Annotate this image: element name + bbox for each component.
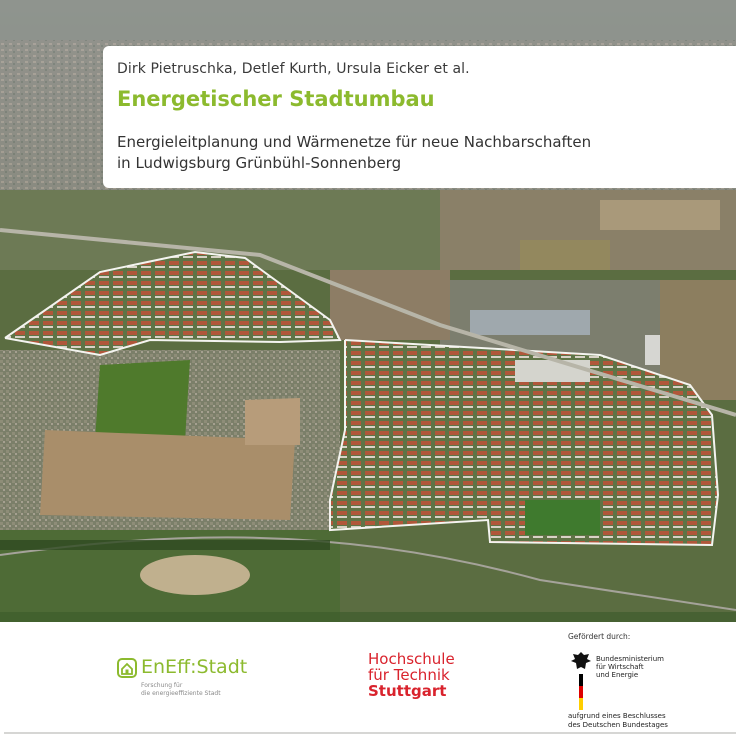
eneff-tagline-line1: Forschung für <box>141 682 183 689</box>
book-title: Energetischer Stadtumbau <box>117 87 435 111</box>
bmwi-name-line2: für Wirtschaft <box>596 663 644 671</box>
hft-stuttgart-logo <box>368 651 455 699</box>
eneff-tagline-line2: die energieeffiziente Stadt <box>141 690 221 697</box>
federal-eagle-icon <box>568 650 594 712</box>
funded-by-label: Gefördert durch: <box>568 632 631 641</box>
book-subtitle-line2: in Ludwigsburg Grünbühl-Sonnenberg <box>117 154 402 172</box>
bottom-divider <box>4 732 736 734</box>
bundestag-note-line2: des Deutschen Bundestages <box>568 721 668 729</box>
house-leaf-icon <box>117 658 137 678</box>
title-card <box>103 46 736 188</box>
hft-line3: Stuttgart <box>368 682 447 700</box>
eneff-stadt-name: EnEff:Stadt <box>141 656 248 678</box>
hft-line2: für Technik <box>368 666 450 684</box>
bmwi-name-line3: und Energie <box>596 671 639 679</box>
authors: Dirk Pietruschka, Detlef Kurth, Ursula Eicker et al. <box>117 61 470 77</box>
bmwi-name-line1: Bundesministerium <box>596 655 664 663</box>
bundestag-note-line1: aufgrund eines Beschlusses <box>568 712 666 720</box>
hft-line1: Hochschule <box>368 650 455 668</box>
book-subtitle-line1: Energieleitplanung und Wärmenetze für neue Nachbarschaften <box>117 133 592 151</box>
